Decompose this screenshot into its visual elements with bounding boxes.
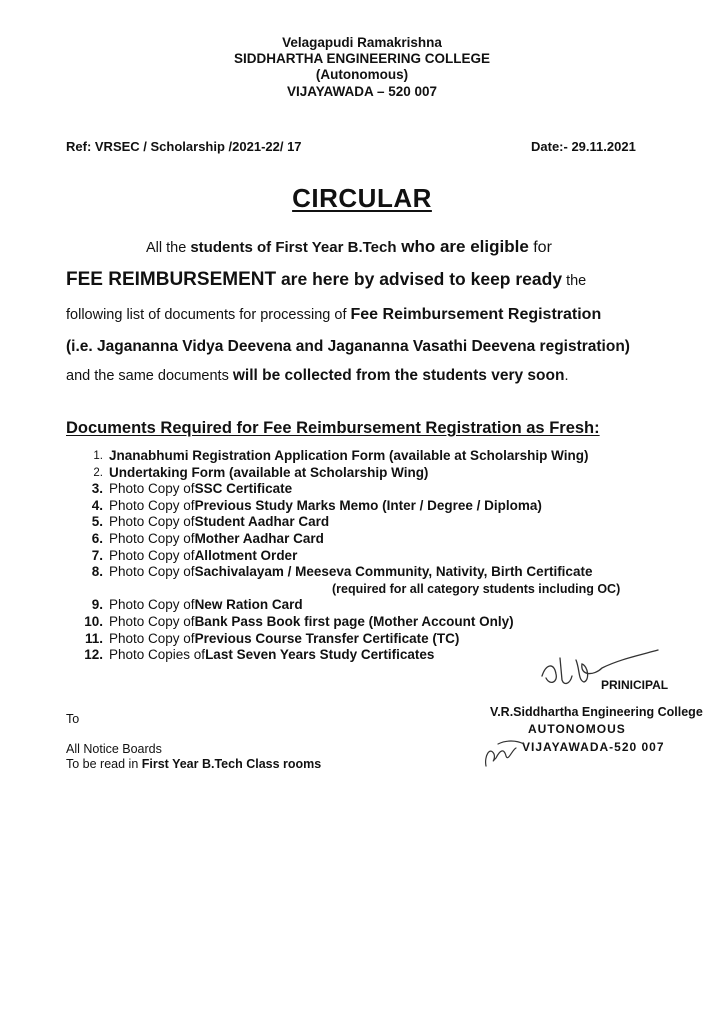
reference-number: Ref: VRSEC / Scholarship /2021-22/ 17 [66, 139, 302, 154]
list-item-prefix: Photo Copy of [109, 547, 195, 563]
list-item-number: 11. [84, 630, 103, 646]
recipient-text: To be read in [66, 757, 142, 771]
list-item-prefix: Photo Copy of [109, 630, 195, 646]
stamp-college-name: V.R.Siddhartha Engineering College [490, 705, 703, 719]
list-item-text: SSC Certificate [194, 481, 293, 497]
list-item-prefix: Photo Copy of [109, 564, 195, 580]
list-item-number: 9. [91, 597, 103, 613]
stamp-city: VIJAYAWADA-520 007 [522, 740, 665, 754]
body-text-bold: students of First Year B.Tech [190, 239, 397, 256]
body-line-5 [66, 367, 569, 385]
list-item-text: Previous Course Transfer Certificate (TC) [194, 630, 460, 646]
page-title: CIRCULAR [292, 183, 432, 213]
list-item-prefix: Photo Copy of [109, 613, 195, 629]
list-item-text: Student Aadhar Card [194, 514, 330, 530]
list-item-note: (required for all category students including OC) [332, 581, 621, 596]
documents-heading: Documents Required for Fee Reimbursement Registration as Fresh: [66, 419, 600, 437]
list-item-text: Sachivalayam / Meeseva Community, Nativity, Birth Certificate [194, 564, 593, 580]
recipient-line-2 [66, 757, 321, 771]
body-text-bold: Fee Reimbursement Registration [350, 306, 602, 323]
list-item-text: Last Seven Years Study Certificates [205, 647, 435, 663]
list-item-text: Mother Aadhar Card [194, 530, 324, 546]
list-item [72, 597, 620, 614]
college-city-line: VIJAYAWADA – 520 007 [286, 84, 438, 99]
list-item-text: Undertaking Form (available at Scholarship Wing) [109, 464, 429, 480]
list-item [72, 564, 620, 581]
to-label: To [66, 712, 80, 726]
list-item-text: Allotment Order [194, 547, 298, 563]
list-item-prefix: Photo Copy of [109, 514, 195, 530]
body-line-3 [66, 306, 601, 324]
list-item [72, 631, 620, 648]
list-item-prefix: Photo Copy of [109, 597, 195, 613]
list-item-text: New Ration Card [194, 597, 303, 613]
list-item [72, 514, 620, 531]
list-item-prefix: Photo Copy of [109, 497, 195, 513]
list-item-number: 8. [91, 564, 103, 580]
body-line-2 [66, 269, 586, 291]
body-text: and the same documents [66, 368, 233, 384]
list-item [72, 548, 620, 565]
list-item-number: 1. [93, 450, 103, 462]
list-item [72, 448, 620, 465]
body-text: . [564, 368, 569, 384]
list-item-number: 10. [84, 613, 103, 629]
initials-scribble-icon [480, 736, 528, 772]
body-text-bold: will be collected from the students very soon [232, 367, 565, 384]
list-item [72, 498, 620, 515]
body-text-bold: who are eligible [396, 237, 529, 256]
list-item-text: Jnanabhumi Registration Application Form (available at Scholarship Wing) [109, 448, 589, 463]
body-text: the [562, 273, 587, 289]
recipient-text-bold: First Year B.Tech Class rooms [141, 757, 322, 771]
body-text-bold: FEE REIMBURSEMENT [66, 269, 277, 290]
list-item [72, 531, 620, 548]
list-item [72, 614, 620, 631]
list-item-number: 2. [93, 466, 103, 479]
principal-title: PRINICIPAL [601, 678, 669, 692]
body-text: for [528, 239, 552, 256]
college-autonomous-line: (Autonomous) [315, 67, 409, 82]
list-item-number: 4. [91, 497, 103, 513]
list-item-text: Bank Pass Book first page (Mother Account Only) [194, 613, 514, 629]
list-item-prefix: Photo Copies of [109, 647, 206, 663]
body-line-1 [146, 237, 552, 257]
documents-list [72, 448, 620, 664]
body-text: All the [146, 240, 191, 256]
list-item-text: Previous Study Marks Memo (Inter / Degree / Diploma) [194, 497, 542, 513]
stamp-autonomous: AUTONOMOUS [528, 722, 626, 736]
body-text-bold: are here by advised to keep ready [276, 269, 563, 289]
list-item-number: 3. [91, 481, 103, 497]
list-item-prefix: Photo Copy of [109, 481, 195, 497]
list-item-number: 7. [91, 547, 103, 563]
body-line-4: (i.e. Jagananna Vidya Deevena and Jagananna Vasathi Deevena registration) [66, 338, 630, 355]
recipient-line-1: All Notice Boards [66, 742, 162, 756]
list-item-number: 12. [84, 647, 103, 663]
list-item [72, 465, 620, 482]
college-name-line2: SIDDHARTHA ENGINEERING COLLEGE [233, 51, 490, 66]
college-name-line1: Velagapudi Ramakrishna [282, 35, 442, 50]
list-item-number: 5. [91, 514, 103, 530]
list-item [72, 481, 620, 498]
body-text: following list of documents for processing of [66, 307, 351, 323]
list-item-number: 6. [91, 530, 103, 546]
list-item-prefix: Photo Copy of [109, 530, 195, 546]
circular-date: Date:- 29.11.2021 [531, 139, 636, 154]
